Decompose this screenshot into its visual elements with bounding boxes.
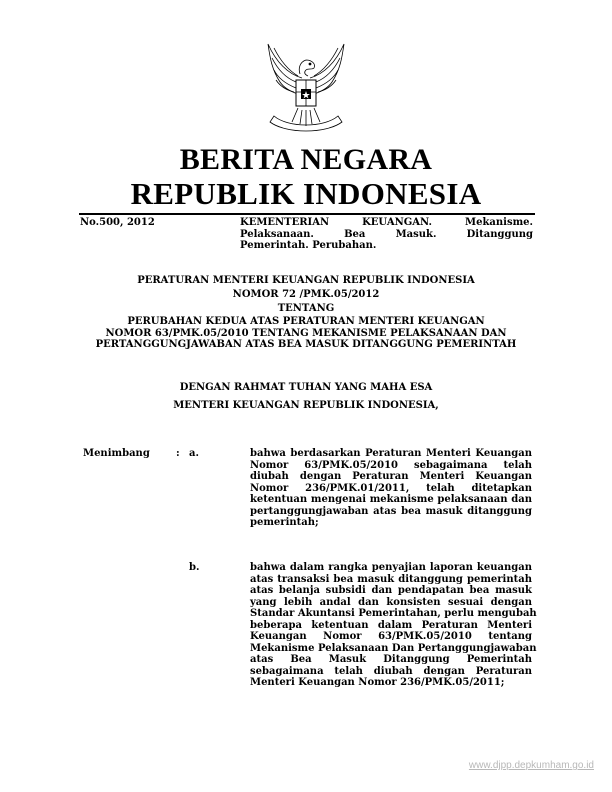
paragraph-line: yang lebih andal dan konsisten sesuai dengan <box>250 596 532 608</box>
paragraph-line: Menteri Keuangan Nomor 236/PMK.05/2011; <box>250 677 505 688</box>
paragraph-line: Standar Akuntansi Pemerintahan, perlu mengubah <box>250 608 537 619</box>
paragraph-line: pertanggungjawaban atas bea masuk ditanggung <box>250 505 532 517</box>
preamble-line: DENGAN RAHMAT TUHAN YANG MAHA ESA <box>179 382 433 393</box>
subject-line: KEMENTERIAN KEUANGAN. Mekanisme. <box>240 217 533 228</box>
considering-colon: : <box>176 448 180 459</box>
regulation-number: NOMOR 72 /PMK.05/2012 <box>232 289 380 300</box>
regulation-about: TENTANG <box>277 303 335 314</box>
paragraph-line: sebagaimana telah diubah dengan Peraturan <box>250 665 532 677</box>
regulation-heading <box>0 274 612 351</box>
footer-website-link[interactable]: www.djpp.depkumham.go.id <box>468 760 594 771</box>
regulation-issuer: PERATURAN MENTERI KEUANGAN REPUBLIK INDONESIA <box>137 275 475 286</box>
gazette-title-line1: BERITA NEGARA <box>179 143 433 176</box>
paragraph-line: Mekanisme Pelaksanaan Dan Pertanggungjawaban <box>250 642 537 654</box>
gazette-number: No.500, 2012 <box>80 217 155 228</box>
paragraph-line: bahwa dalam rangka penyajian laporan keuangan <box>250 562 532 573</box>
preamble-line: MENTERI KEUANGAN REPUBLIK INDONESIA, <box>173 400 439 411</box>
paragraph-line: atas Bea Masuk Ditanggung Pemerintah <box>250 654 532 665</box>
paragraph-line: atas transaksi bea masuk ditanggung pemerintah <box>250 573 532 585</box>
paragraph-line: bahwa berdasarkan Peraturan Menteri Keuangan <box>250 448 532 459</box>
paragraph-line: Keuangan Nomor 63/PMK.05/2010 tentang <box>250 631 532 642</box>
paragraph-line: pemerintah; <box>250 517 319 528</box>
preamble <box>0 379 612 415</box>
subject-line: Pelaksanaan. Bea Masuk. Ditanggung <box>240 228 533 240</box>
subject-line: Pemerintah. Perubahan. <box>240 240 377 251</box>
paragraph-line: Nomor 63/PMK.05/2010 sebagaimana telah <box>250 459 532 471</box>
considering-item-a <box>250 448 532 529</box>
item-marker-a: a. <box>189 448 199 459</box>
considering-item-b <box>250 562 537 689</box>
header-divider <box>79 213 535 215</box>
garuda-emblem-icon <box>258 38 354 138</box>
paragraph-line: ketentuan mengenai mekanisme pelaksanaan dan <box>250 494 532 505</box>
item-marker-b: b. <box>189 562 200 573</box>
paragraph-line: diubah dengan Peraturan Menteri Keuangan <box>250 471 532 482</box>
regulation-title-line: PERUBAHAN KEDUA ATAS PERATURAN MENTERI KEUANGAN <box>127 316 485 327</box>
paragraph-line: beberapa ketentuan dalam Peraturan Menteri <box>250 619 532 631</box>
gazette-subject <box>240 217 533 252</box>
regulation-title-line: NOMOR 63/PMK.05/2010 TENTANG MEKANISME PELAKSANAAN DAN <box>105 327 507 339</box>
regulation-title-line: PERTANGGUNGJAWABAN ATAS BEA MASUK DITANGGUNG PEMERINTAH <box>95 339 517 350</box>
paragraph-line: Nomor 236/PMK.01/2011, telah ditetapkan <box>250 482 532 494</box>
considering-label: Menimbang <box>83 448 150 459</box>
gazette-title-line2: REPUBLIK INDONESIA <box>130 176 482 211</box>
paragraph-line: atas belanja subsidi dan pendapatan bea masuk <box>250 585 532 596</box>
